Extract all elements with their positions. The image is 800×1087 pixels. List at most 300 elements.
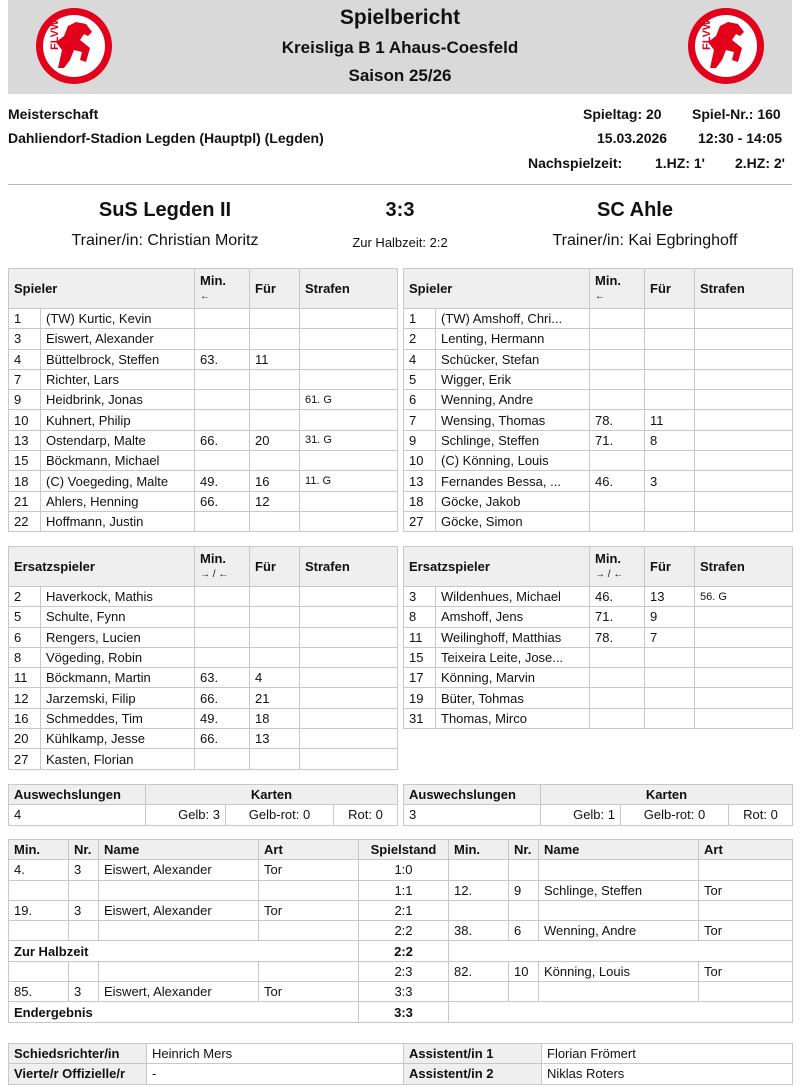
goal-score: 2:2 bbox=[359, 941, 449, 961]
officials-table bbox=[8, 1043, 793, 1085]
player-minute bbox=[195, 329, 250, 349]
player-number: 5 bbox=[9, 607, 41, 627]
final-score: 3:3 bbox=[385, 199, 415, 221]
col-min-label: Min. bbox=[595, 272, 622, 288]
player-minute: 49. bbox=[195, 471, 250, 491]
player-name: (TW) Amshoff, Chri... bbox=[436, 309, 590, 329]
halftime-score: Zur Halbzeit: 2:2 bbox=[352, 235, 448, 250]
karten-header: Karten bbox=[541, 785, 793, 805]
player-for bbox=[250, 451, 300, 471]
away-goal-type: Tor bbox=[699, 880, 793, 900]
venue: Dahliendorf-Stadion Legden (Hauptpl) (Legden) bbox=[8, 130, 324, 146]
home-goal-type: Tor bbox=[259, 900, 359, 920]
home-rot: Rot: 0 bbox=[334, 805, 398, 825]
player-for: 18 bbox=[250, 708, 300, 728]
player-penalty bbox=[695, 390, 793, 410]
player-for bbox=[645, 491, 695, 511]
home-player-row bbox=[9, 451, 398, 471]
player-penalty bbox=[695, 491, 793, 511]
player-for bbox=[645, 668, 695, 688]
player-for: 9 bbox=[645, 607, 695, 627]
player-penalty bbox=[695, 647, 793, 667]
home-player-row bbox=[9, 430, 398, 450]
player-minute: 66. bbox=[195, 491, 250, 511]
away-gelb: Gelb: 1 bbox=[541, 805, 621, 825]
col-spieler: Spieler bbox=[9, 269, 195, 309]
player-minute: 49. bbox=[195, 708, 250, 728]
player-number: 3 bbox=[404, 587, 436, 607]
player-name: Haverkock, Mathis bbox=[41, 587, 195, 607]
player-number: 10 bbox=[9, 410, 41, 430]
home-summary-table bbox=[8, 784, 398, 826]
home-gelb: Gelb: 3 bbox=[146, 805, 226, 825]
player-number: 17 bbox=[404, 668, 436, 688]
player-minute: 71. bbox=[590, 607, 645, 627]
home-player-row bbox=[9, 511, 398, 531]
player-for: 20 bbox=[250, 430, 300, 450]
col-min: Min. bbox=[9, 840, 69, 860]
player-name: Kasten, Florian bbox=[41, 749, 195, 769]
nachspielzeit-hz1: 1.HZ: 1' bbox=[655, 155, 706, 171]
home-team-name: SuS Legden II bbox=[98, 199, 232, 221]
away-sub-player-row bbox=[404, 668, 793, 688]
player-for bbox=[250, 627, 300, 647]
assistant1-name: Florian Frömert bbox=[542, 1044, 793, 1064]
player-penalty bbox=[300, 688, 398, 708]
player-for: 11 bbox=[250, 349, 300, 369]
player-for bbox=[250, 309, 300, 329]
player-number: 31 bbox=[404, 708, 436, 728]
player-minute bbox=[590, 329, 645, 349]
player-minute bbox=[195, 390, 250, 410]
player-name: Ahlers, Henning bbox=[41, 491, 195, 511]
col-fuer: Für bbox=[645, 269, 695, 309]
player-name: Kuhnert, Philip bbox=[41, 410, 195, 430]
player-penalty bbox=[695, 668, 793, 688]
player-name: Vögeding, Robin bbox=[41, 647, 195, 667]
player-penalty bbox=[300, 329, 398, 349]
player-number: 15 bbox=[404, 647, 436, 667]
player-penalty bbox=[695, 607, 793, 627]
player-penalty bbox=[300, 511, 398, 531]
player-number: 11 bbox=[404, 627, 436, 647]
player-minute bbox=[590, 668, 645, 688]
player-number: 4 bbox=[9, 349, 41, 369]
player-for bbox=[645, 511, 695, 531]
player-minute: 78. bbox=[590, 410, 645, 430]
player-penalty bbox=[695, 329, 793, 349]
player-for: 3 bbox=[645, 471, 695, 491]
col-min-label: Min. bbox=[200, 550, 226, 566]
player-number: 2 bbox=[404, 329, 436, 349]
home-sub-player-row bbox=[9, 729, 398, 749]
away-goal-minute bbox=[449, 900, 509, 920]
away-goal-scorer: Schlinge, Steffen bbox=[539, 880, 699, 900]
home-player-row bbox=[9, 369, 398, 389]
away-goal-scorer bbox=[539, 860, 699, 880]
player-for bbox=[645, 688, 695, 708]
wechsel-header: Auswechslungen bbox=[404, 785, 541, 805]
goal-score: 3:3 bbox=[359, 982, 449, 1002]
player-minute bbox=[195, 511, 250, 531]
goal-section-label: Zur Halbzeit bbox=[9, 941, 359, 961]
player-number: 22 bbox=[9, 511, 41, 531]
away-goal-scorer: Wenning, Andre bbox=[539, 921, 699, 941]
away-goal-number bbox=[509, 860, 539, 880]
away-gelbrot: Gelb-rot: 0 bbox=[621, 805, 729, 825]
player-penalty bbox=[695, 349, 793, 369]
col-strafen: Strafen bbox=[300, 547, 398, 587]
player-minute: 66. bbox=[195, 430, 250, 450]
player-number: 13 bbox=[9, 430, 41, 450]
player-name: Amshoff, Jens bbox=[436, 607, 590, 627]
home-goal-minute: 4. bbox=[9, 860, 69, 880]
player-name: Fernandes Bessa, ... bbox=[436, 471, 590, 491]
away-goal-type bbox=[699, 900, 793, 920]
goal-row bbox=[9, 982, 793, 1002]
goal-section-label: Endergebnis bbox=[9, 1002, 359, 1022]
goal-row bbox=[9, 1002, 793, 1022]
player-penalty bbox=[300, 451, 398, 471]
col-name: Name bbox=[539, 840, 699, 860]
col-fuer: Für bbox=[250, 269, 300, 309]
home-player-row bbox=[9, 329, 398, 349]
nachspielzeit-hz2: 2.HZ: 2' bbox=[735, 155, 786, 171]
home-trainer: Trainer/in: Christian Moritz bbox=[71, 232, 259, 249]
goal-row bbox=[9, 941, 793, 961]
sub-arrow-icon: ← bbox=[595, 290, 606, 302]
player-for bbox=[645, 390, 695, 410]
away-goal-minute bbox=[449, 982, 509, 1002]
col-min-label: Min. bbox=[595, 550, 621, 566]
col-fuer: Für bbox=[645, 547, 695, 587]
player-for bbox=[645, 647, 695, 667]
player-for bbox=[250, 369, 300, 389]
player-name: Rengers, Lucien bbox=[41, 627, 195, 647]
player-minute bbox=[590, 511, 645, 531]
col-nr: Nr. bbox=[509, 840, 539, 860]
home-goal-scorer bbox=[99, 961, 259, 981]
nachspielzeit-label: Nachspielzeit: bbox=[528, 155, 623, 171]
away-sub-player-row bbox=[404, 607, 793, 627]
player-number: 7 bbox=[404, 410, 436, 430]
player-penalty bbox=[300, 309, 398, 329]
player-minute bbox=[590, 451, 645, 471]
away-trainer: Trainer/in: Kai Egbringhoff bbox=[552, 232, 738, 249]
player-penalty bbox=[695, 451, 793, 471]
home-sub-player-row bbox=[9, 708, 398, 728]
player-minute: 46. bbox=[590, 471, 645, 491]
player-minute bbox=[195, 627, 250, 647]
match-time: 12:30 - 14:05 bbox=[698, 130, 783, 146]
player-for: 11 bbox=[645, 410, 695, 430]
player-number: 18 bbox=[9, 471, 41, 491]
player-minute: 63. bbox=[195, 668, 250, 688]
home-sub-player-row bbox=[9, 607, 398, 627]
player-name: Lenting, Hermann bbox=[436, 329, 590, 349]
away-player-row bbox=[404, 430, 793, 450]
referee-name: Heinrich Mers bbox=[147, 1044, 404, 1064]
player-minute bbox=[195, 309, 250, 329]
player-for bbox=[645, 708, 695, 728]
player-for bbox=[645, 329, 695, 349]
player-minute bbox=[590, 309, 645, 329]
table-header-row bbox=[9, 547, 398, 587]
away-player-row bbox=[404, 511, 793, 531]
col-strafen: Strafen bbox=[695, 269, 793, 309]
player-minute bbox=[590, 491, 645, 511]
home-lineup-table bbox=[8, 268, 398, 532]
player-number: 10 bbox=[404, 451, 436, 471]
player-penalty bbox=[695, 471, 793, 491]
player-penalty: 61. G bbox=[300, 390, 398, 410]
player-number: 11 bbox=[9, 668, 41, 688]
player-number: 16 bbox=[9, 708, 41, 728]
player-number: 7 bbox=[9, 369, 41, 389]
player-number: 20 bbox=[9, 729, 41, 749]
home-sub-player-row bbox=[9, 749, 398, 769]
player-name: Wigger, Erik bbox=[436, 369, 590, 389]
player-for bbox=[645, 369, 695, 389]
home-sub-player-row bbox=[9, 688, 398, 708]
player-penalty bbox=[695, 627, 793, 647]
player-number: 27 bbox=[9, 749, 41, 769]
wechsel-header: Auswechslungen bbox=[9, 785, 146, 805]
divider bbox=[8, 184, 792, 185]
player-number: 9 bbox=[404, 430, 436, 450]
away-sub-player-row bbox=[404, 688, 793, 708]
player-penalty bbox=[300, 749, 398, 769]
player-penalty bbox=[300, 369, 398, 389]
player-number: 12 bbox=[9, 688, 41, 708]
away-goal-number bbox=[509, 900, 539, 920]
away-summary-table bbox=[403, 784, 793, 826]
report-title: Spielbericht bbox=[339, 6, 461, 29]
col-spieler: Ersatzspieler bbox=[404, 547, 590, 587]
player-for bbox=[250, 511, 300, 531]
player-name: Schulte, Fynn bbox=[41, 607, 195, 627]
player-minute bbox=[590, 369, 645, 389]
player-for: 16 bbox=[250, 471, 300, 491]
player-minute bbox=[195, 749, 250, 769]
away-sub-player-row bbox=[404, 647, 793, 667]
home-player-row bbox=[9, 471, 398, 491]
away-player-row bbox=[404, 369, 793, 389]
player-for bbox=[250, 749, 300, 769]
player-name: Hoffmann, Justin bbox=[41, 511, 195, 531]
player-number: 13 bbox=[404, 471, 436, 491]
goal-score: 1:0 bbox=[359, 860, 449, 880]
player-number: 2 bbox=[9, 587, 41, 607]
player-name: Weilinghoff, Matthias bbox=[436, 627, 590, 647]
home-goal-number bbox=[69, 961, 99, 981]
away-goal-minute: 38. bbox=[449, 921, 509, 941]
player-for: 13 bbox=[645, 587, 695, 607]
away-wechsel-count: 3 bbox=[404, 805, 541, 825]
away-player-row bbox=[404, 410, 793, 430]
player-penalty bbox=[300, 627, 398, 647]
player-minute bbox=[195, 587, 250, 607]
player-number: 4 bbox=[404, 349, 436, 369]
report-header bbox=[8, 0, 792, 94]
home-goal-scorer bbox=[99, 921, 259, 941]
away-goal-type bbox=[699, 982, 793, 1002]
league-name: Kreisliga B 1 Ahaus-Coesfeld bbox=[281, 38, 519, 57]
col-min bbox=[590, 547, 645, 587]
player-name: (TW) Kurtic, Kevin bbox=[41, 309, 195, 329]
goal-score: 2:3 bbox=[359, 961, 449, 981]
player-name: Böckmann, Martin bbox=[41, 668, 195, 688]
player-penalty bbox=[300, 410, 398, 430]
player-penalty bbox=[300, 349, 398, 369]
player-name: (C) Voegeding, Malte bbox=[41, 471, 195, 491]
player-for bbox=[250, 390, 300, 410]
player-penalty bbox=[300, 729, 398, 749]
player-minute: 46. bbox=[590, 587, 645, 607]
player-number: 8 bbox=[9, 647, 41, 667]
player-name: Kühlkamp, Jesse bbox=[41, 729, 195, 749]
col-min-label: Min. bbox=[200, 272, 227, 288]
player-number: 21 bbox=[9, 491, 41, 511]
player-minute bbox=[590, 708, 645, 728]
empty-cell bbox=[449, 1002, 793, 1022]
player-name: Jarzemski, Filip bbox=[41, 688, 195, 708]
home-goal-number: 3 bbox=[69, 860, 99, 880]
season-label: Saison 25/26 bbox=[348, 66, 452, 85]
assistant1-label: Assistent/in 1 bbox=[404, 1044, 542, 1064]
empty-cell bbox=[449, 941, 793, 961]
match-date: 15.03.2026 bbox=[597, 130, 668, 146]
away-goal-minute bbox=[449, 860, 509, 880]
sub-arrow-icon: ← bbox=[200, 290, 211, 302]
player-for bbox=[250, 329, 300, 349]
player-number: 6 bbox=[404, 390, 436, 410]
player-for bbox=[645, 349, 695, 369]
spieltag: Spieltag: 20 bbox=[583, 106, 662, 122]
away-player-row bbox=[404, 451, 793, 471]
player-name: Schücker, Stefan bbox=[436, 349, 590, 369]
home-goal-number bbox=[69, 921, 99, 941]
player-minute bbox=[195, 410, 250, 430]
player-for: 4 bbox=[250, 668, 300, 688]
flvw-logo-right bbox=[686, 6, 766, 86]
fourth-official-name: - bbox=[147, 1064, 404, 1084]
col-nr: Nr. bbox=[69, 840, 99, 860]
player-number: 1 bbox=[404, 309, 436, 329]
player-number: 19 bbox=[404, 688, 436, 708]
away-goal-scorer bbox=[539, 900, 699, 920]
player-name: Göcke, Simon bbox=[436, 511, 590, 531]
player-minute bbox=[590, 647, 645, 667]
player-for bbox=[250, 647, 300, 667]
col-art: Art bbox=[259, 840, 359, 860]
away-goal-type: Tor bbox=[699, 961, 793, 981]
player-name: Heidbrink, Jonas bbox=[41, 390, 195, 410]
away-sub-player-row bbox=[404, 708, 793, 728]
player-for bbox=[250, 587, 300, 607]
away-goal-number: 6 bbox=[509, 921, 539, 941]
away-player-row bbox=[404, 491, 793, 511]
col-min bbox=[195, 547, 250, 587]
player-for bbox=[645, 451, 695, 471]
home-sub-player-row bbox=[9, 647, 398, 667]
away-player-row bbox=[404, 471, 793, 491]
goal-score: 2:2 bbox=[359, 921, 449, 941]
home-goal-type bbox=[259, 961, 359, 981]
player-for: 12 bbox=[250, 491, 300, 511]
player-name: Thomas, Mirco bbox=[436, 708, 590, 728]
player-number: 1 bbox=[9, 309, 41, 329]
goal-row bbox=[9, 900, 793, 920]
player-penalty bbox=[695, 708, 793, 728]
player-name: Wildenhues, Michael bbox=[436, 587, 590, 607]
player-penalty bbox=[300, 668, 398, 688]
sub-arrow-icon: → / ← bbox=[200, 568, 229, 580]
away-subs-table bbox=[403, 546, 793, 729]
referee-label: Schiedsrichter/in bbox=[9, 1044, 147, 1064]
player-number: 15 bbox=[9, 451, 41, 471]
away-goal-number: 9 bbox=[509, 880, 539, 900]
goal-score: 1:1 bbox=[359, 880, 449, 900]
player-penalty bbox=[695, 309, 793, 329]
player-penalty bbox=[695, 688, 793, 708]
player-name: Ostendarp, Malte bbox=[41, 430, 195, 450]
home-goal-minute bbox=[9, 880, 69, 900]
home-goal-number: 3 bbox=[69, 900, 99, 920]
player-minute: 66. bbox=[195, 729, 250, 749]
player-number: 3 bbox=[9, 329, 41, 349]
player-minute bbox=[590, 688, 645, 708]
player-penalty bbox=[300, 647, 398, 667]
player-penalty: 11. G bbox=[300, 471, 398, 491]
home-player-row bbox=[9, 491, 398, 511]
col-spielstand: Spielstand bbox=[359, 840, 449, 860]
away-goal-minute: 82. bbox=[449, 961, 509, 981]
player-minute: 78. bbox=[590, 627, 645, 647]
away-goal-scorer bbox=[539, 982, 699, 1002]
home-sub-player-row bbox=[9, 587, 398, 607]
home-goal-number: 3 bbox=[69, 982, 99, 1002]
player-penalty bbox=[695, 410, 793, 430]
home-goal-type bbox=[259, 880, 359, 900]
player-name: Büttelbrock, Steffen bbox=[41, 349, 195, 369]
player-name: (C) Könning, Louis bbox=[436, 451, 590, 471]
player-minute bbox=[590, 349, 645, 369]
col-spieler: Spieler bbox=[404, 269, 590, 309]
away-goal-number bbox=[509, 982, 539, 1002]
competition-type: Meisterschaft bbox=[8, 106, 99, 122]
player-name: Büter, Tohmas bbox=[436, 688, 590, 708]
player-minute: 63. bbox=[195, 349, 250, 369]
player-number: 18 bbox=[404, 491, 436, 511]
player-for: 8 bbox=[645, 430, 695, 450]
away-goal-type bbox=[699, 860, 793, 880]
home-goal-scorer: Eiswert, Alexander bbox=[99, 900, 259, 920]
away-player-row bbox=[404, 309, 793, 329]
home-player-row bbox=[9, 349, 398, 369]
home-goal-type: Tor bbox=[259, 860, 359, 880]
goal-row bbox=[9, 880, 793, 900]
away-goal-minute: 12. bbox=[449, 880, 509, 900]
away-sub-player-row bbox=[404, 587, 793, 607]
goal-score: 3:3 bbox=[359, 1002, 449, 1022]
home-goal-scorer: Eiswert, Alexander bbox=[99, 860, 259, 880]
player-name: Teixeira Leite, Jose... bbox=[436, 647, 590, 667]
col-name: Name bbox=[99, 840, 259, 860]
player-penalty: 31. G bbox=[300, 430, 398, 450]
away-player-row bbox=[404, 329, 793, 349]
svg-text:FLVW: FLVW bbox=[701, 19, 713, 50]
